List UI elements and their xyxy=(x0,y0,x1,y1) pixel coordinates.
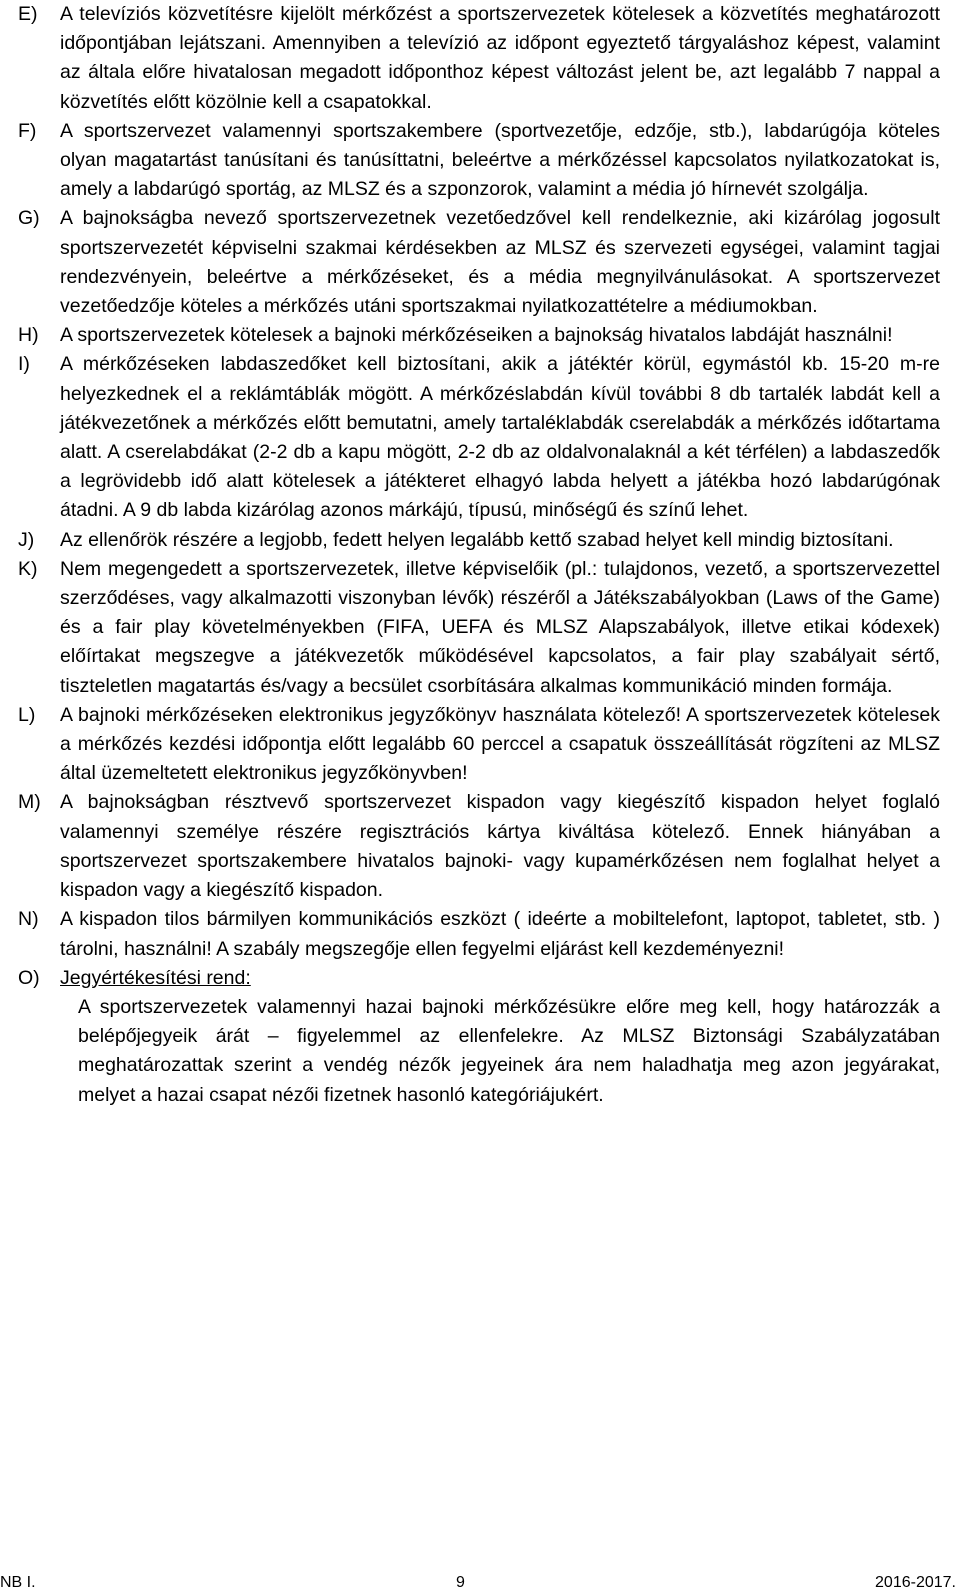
footer-page-number: 9 xyxy=(456,1574,465,1591)
rule-item-h xyxy=(18,321,940,350)
rule-label: J) xyxy=(18,528,35,551)
rule-item-j xyxy=(18,526,940,555)
rule-heading-ticketing: Jegyértékesítési rend: xyxy=(60,966,251,989)
rule-item-k xyxy=(18,555,940,701)
rule-item-n xyxy=(18,905,940,963)
rule-label: N) xyxy=(18,908,39,931)
rule-item-f xyxy=(18,117,940,205)
rule-text: A televíziós közvetítésre kijelölt mérkőzést a sportszervezetek kötelesek a közvetítés meghatározott időpontjában lejátszani. Amennyiben a televízió az időpont egyeztető tárgyaláshoz képest, valamint az általa előre hivatalosan megadott időponthoz képest változást jelent be, azt legalább 7 nappal a közvetítés előtt közölnie kell a csapatokkal. xyxy=(60,3,940,113)
rule-item-g xyxy=(18,204,940,321)
rule-text: A sportszervezet valamennyi sportszakembere (sportvezetője, edzője, stb.), labdarúgója köteles olyan magatartást tanúsítani és tanúsíttatni, beleértve a mérkőzéssel kapcsolatos nyilatkozatokat is, amely a labdarúgó sportág, az MLSZ és a szponzorok, valamint a média jó hírnevét szolgálja. xyxy=(60,119,940,201)
rule-text: Az ellenőrök részére a legjobb, fedett helyen legalább kettő szabad helyet kell mindig biztosítani. xyxy=(60,528,894,551)
rule-item-o xyxy=(18,964,940,993)
rule-item-e xyxy=(18,0,940,117)
rule-item-m xyxy=(18,788,940,905)
rule-label: G) xyxy=(18,207,40,230)
rule-text: A bajnokságban résztvevő sportszervezet kispadon vagy kiegészítő kispadon helyet foglaló valamennyi személye részére regisztrációs kártya kiváltása kötelező. Ennek hiányában a sportszervezet sportszakembere hivatalos bajnoki- vagy kupamérkőzésen nem foglalhat helyet a kispadon vagy a kiegészítő kispadon. xyxy=(60,791,940,902)
rule-label: E) xyxy=(18,3,38,25)
rule-label: I) xyxy=(18,353,30,376)
rule-item-i xyxy=(18,350,940,525)
rule-text: Nem megengedett a sportszervezetek, illetve képviselőik (pl.: tulajdonos, vezető, a sportszervezettel szerződéses, vagy alkalmazotti viszonyban lévők) részéről a Játékszabályokban (Laws of the Game) és a fair play követelményekben (FIFA, UEFA és MLSZ Alapszabályok, illetve etikai kódexek) előírtakat megszegve a játékvezetők működésével kapcsolatos, a fair play szabályait sértő, tiszteletlen magatartás és/vagy a becsület csorbítására alkalmas kommunikáció minden formája. xyxy=(60,557,940,697)
rule-label: O) xyxy=(18,966,40,989)
footer-league: NB I. xyxy=(0,1574,36,1591)
rule-text: A sportszervezetek kötelesek a bajnoki mérkőzéseiken a bajnokság hivatalos labdáját használni! xyxy=(60,324,893,347)
rules-list xyxy=(18,0,940,1110)
rule-item-l xyxy=(18,701,940,789)
rule-text: A mérkőzéseken labdaszedőket kell biztosítani, akik a játéktér körül, egymástól kb. 15-20 m-re helyezkednek el a reklámtáblák mögött. A mérkőzéslabdán kívül további 8 db tartalék labdát kell a játékvezetőnek a mérkőzés előtt bemutatni, amely tartaléklabdák cserelabdák a mérkőzés időtartama alatt. A cserelabdákat (2-2 db a kapu mögött, 2-2 db az oldalvonalaknál a két térfélen) a labdaszedők a legrövidebb idő alatt kötelesek a játékteret elhagyó labda helyett a játékba hozó labdarúgónak átadni. A 9 db labda kizárólag azonos márkájú, típusú, minőségű és színű lehet. xyxy=(60,353,940,522)
rule-label: H) xyxy=(18,324,39,347)
rule-label: K) xyxy=(18,557,38,580)
ticketing-paragraph: A sportszervezetek valamennyi hazai bajnoki mérkőzésükre előre meg kell, hogy határozzák a belépőjegyeik árát – figyelemmel az ellenfelekre. Az MLSZ Biztonsági Szabályzatában meghatározattak szerint a vendég nézők jegyeinek ára nem haladhatja meg azon jegyárakat, melyet a hazai csapat nézői fizetnek hasonló kategóriájukért. xyxy=(78,995,940,1106)
rule-text: A kispadon tilos bármilyen kommunikációs eszközt ( ideérte a mobiltelefont, laptopot, tabletet, stb. ) tárolni, használni! A szabály megszegője ellen fegyelmi eljárást kell kezdeményezni! xyxy=(60,908,940,960)
rule-label: M) xyxy=(18,791,41,814)
rule-text: A bajnokságba nevező sportszervezetnek vezetőedzővel kell rendelkeznie, aki kizárólag jogosult sportszervezetét képviselni szakmai kérdésekben az MLSZ és szervezeti egységei, valamint tagjai rendezvényein, beleértve a mérkőzéseket, és a média megnyilvánulásokat. A sportszervezet vezetőedzője köteles a mérkőzés utáni sportszakmai nyilatkozattételre a médiumokban. xyxy=(60,207,940,318)
page-footer xyxy=(0,1570,960,1596)
rule-text: A bajnoki mérkőzéseken elektronikus jegyzőkönyv használata kötelező! A sportszervezetek kötelesek a mérkőzés kezdési időpontja előtt legalább 60 perccel a csapatuk összeállítását rögzíteni az MLSZ által üzemeltetett elektronikus jegyzőkönyvben! xyxy=(60,703,940,785)
rule-label: F) xyxy=(18,119,37,142)
footer-season: 2016-2017. xyxy=(875,1574,956,1591)
rule-label: L) xyxy=(18,703,36,726)
